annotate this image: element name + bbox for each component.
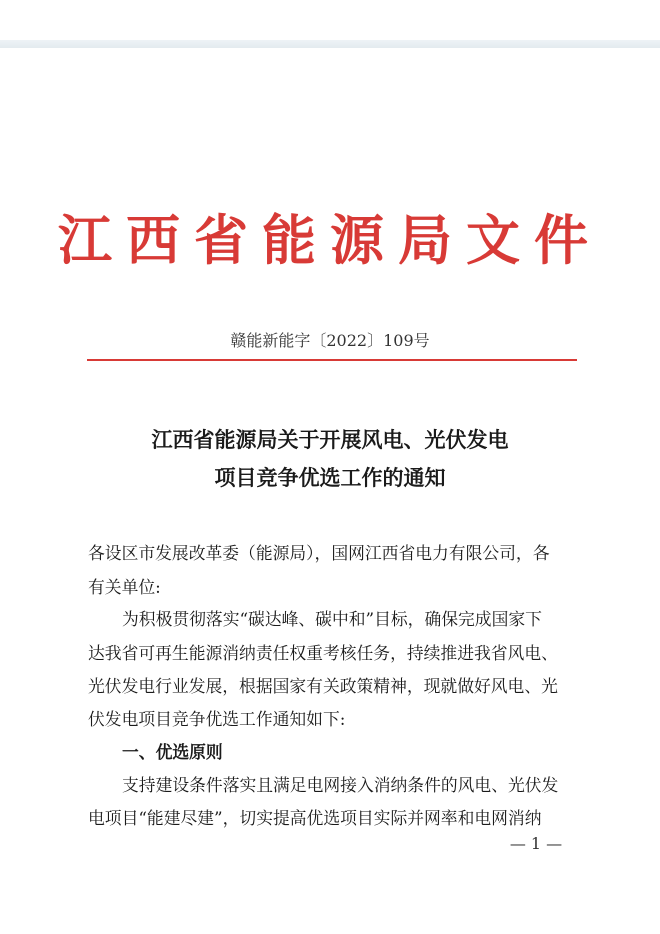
body-text-line: 有关单位: — [88, 577, 161, 597]
body-text-line: 光伏发电行业发展，根据国家有关政策精神，现就做好风电、光 — [88, 676, 558, 696]
red-divider-line — [87, 359, 577, 361]
page-number: — 1 — — [509, 834, 563, 853]
agency-header-title: 江西省能源局文件 — [58, 208, 602, 272]
notice-title-line-1: 江西省能源局关于开展风电、光伏发电 — [151, 427, 509, 452]
document-number: 赣能新能字〔2022〕109号 — [230, 331, 430, 350]
body-text-line: 达我省可再生能源消纳责任权重考核任务，持续推进我省风电、 — [88, 643, 558, 663]
body-text-line: 各设区市发展改革委（能源局），国网江西省电力有限公司，各 — [88, 543, 550, 563]
body-text-line: 伏发电项目竞争优选工作通知如下: — [88, 709, 346, 729]
section-heading: 一、优选原则 — [122, 742, 223, 762]
body-text-line: 电项目“能建尽建”，切实提高优选项目实际并网率和电网消纳 — [88, 808, 542, 828]
body-text-line: 支持建设条件落实且满足电网接入消纳条件的风电、光伏发 — [122, 775, 559, 795]
notice-title-line-2: 项目竞争优选工作的通知 — [214, 465, 446, 490]
body-text-line: 为积极贯彻落实“碳达峰、碳中和”目标，确保完成国家下 — [122, 609, 542, 629]
scan-top-band — [0, 40, 660, 48]
